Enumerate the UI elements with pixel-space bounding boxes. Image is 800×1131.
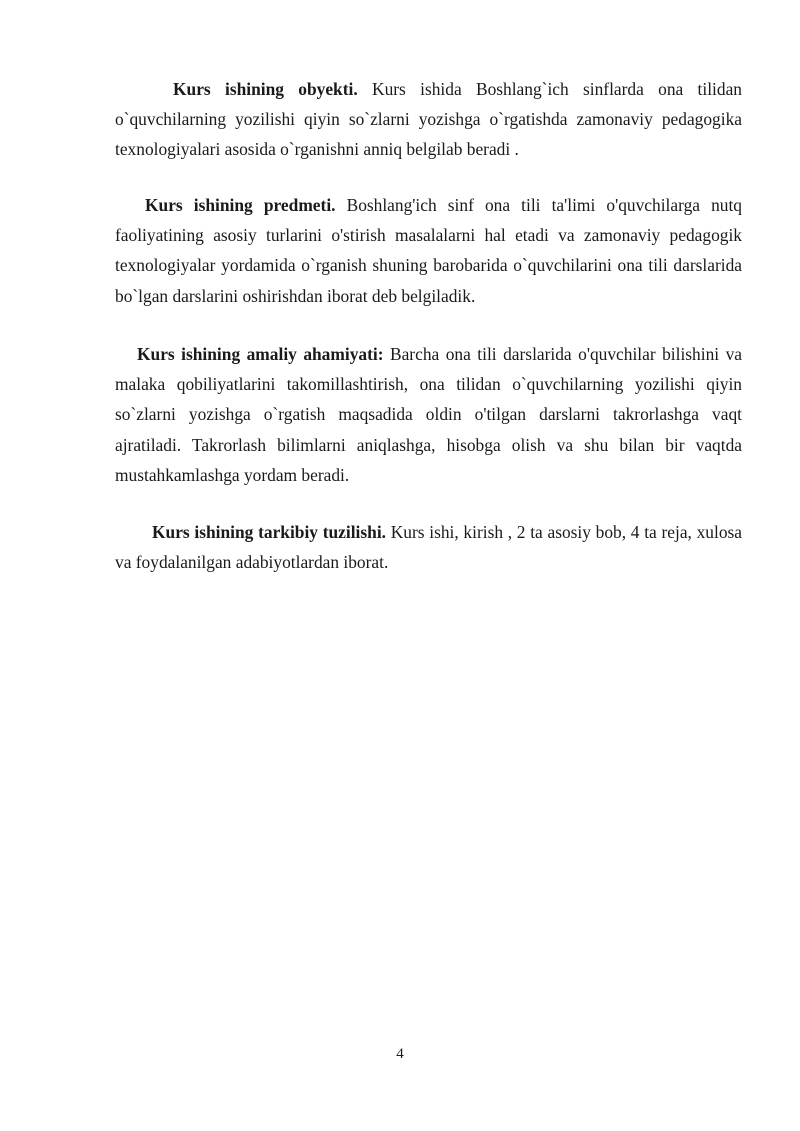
paragraph-practical-importance (115, 339, 742, 490)
paragraph-heading: Kurs ishining obyekti. (173, 79, 358, 99)
paragraph-text: Boshlang'ich sinf ona tili ta'limi o'quvchilarga nutq faoliyatining asosiy turlarini o'stirish masalalarni hal etadi va zamonaviy pedagogik texnologiyalar yordamida o`rganish shuning barobarida o`quvchilarini ona tili darslarida bo`lgan darslarini oshirishdan iborat deb belgiladik. (115, 195, 742, 306)
paragraph-heading: Kurs ishining tarkibiy tuzilishi. (152, 522, 386, 542)
paragraph-text: Kurs ishida Boshlang`ich sinflarda ona tilidan o`quvchilarning yozilishi qiyin so`zlarni yozishga o`rgatishda zamonaviy pedagogika texnologiyalari asosida o`rganishni anniq belgilab beradi . (115, 79, 742, 160)
paragraph-course-subject (115, 190, 742, 311)
paragraph-course-object (115, 74, 742, 165)
paragraph-text: Barcha ona tili darslarida o'quvchilar bilishini va malaka qobiliyatlarini takomillashtirish, ona tilidan o`quvchilarning yozilishi qiyin so`zlarni yozishga o`rgatish maqsadida oldin o'tilgan darslarni takrorlashga vaqt ajratiladi. Takrorlash bilimlarni aniqlashga, hisobga olish va shu bilan bir vaqtda mustahkamlashga yordam beradi. (115, 344, 743, 485)
paragraph-heading: Kurs ishining amaliy ahamiyati: (137, 344, 384, 364)
paragraph-heading: Kurs ishining predmeti. (145, 195, 336, 215)
paragraph-text: Kurs ishi, kirish , 2 ta asosiy bob, 4 ta reja, xulosa va foydalanilgan adabiyotlardan iborat. (115, 522, 742, 573)
paragraph-structure (115, 517, 742, 577)
page-number: 4 (396, 1046, 404, 1062)
